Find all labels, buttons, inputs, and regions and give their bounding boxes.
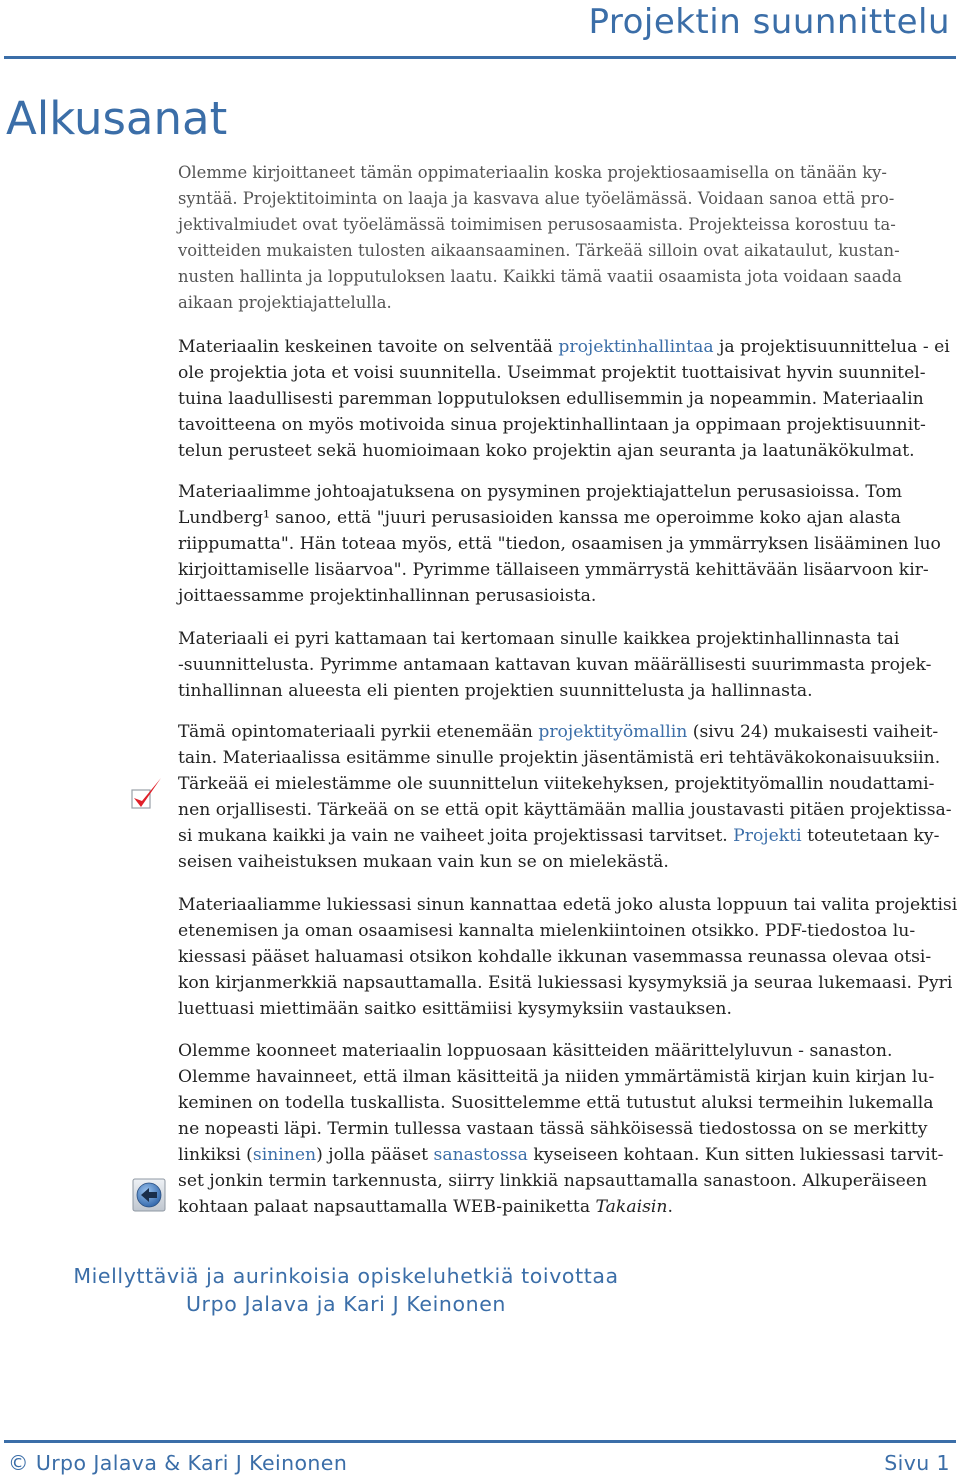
- text-line: tavoitteena on myös motivoida sinua projektinhallintaan ja oppimaan projektisuunnit-: [178, 415, 926, 435]
- link-sanastossa[interactable]: sanastossa: [433, 1145, 528, 1165]
- text-line: syntää. Projektitoiminta on laaja ja kasvava alue työelämässä. Voidaan sanoa että pro-: [178, 189, 895, 208]
- text-line: riippumatta". Hän toteaa myös, että "tiedon, osaamisen ja ymmärryksen lisääminen luo: [178, 534, 941, 554]
- text-run: kohtaan palaat napsauttamalla WEB-painiketta: [178, 1197, 596, 1217]
- text-line: tuina laadullisesti paremman lopputuloksen edullisemmin ja nopeammin. Materiaalin: [178, 389, 924, 409]
- text-run: toteutetaan ky-: [801, 826, 940, 846]
- text-line: Materiaali ei pyri kattamaan tai kertomaan sinulle kaikkea projektinhallinnasta tai: [178, 629, 900, 649]
- text-line: tain. Materiaalissa esitämme sinulle projektin jäsentämistä eri tehtäväkokonaisuuksiin.: [178, 748, 941, 768]
- closing-authors: Urpo Jalava ja Kari J Keinonen: [185, 1292, 507, 1316]
- text-line: Tärkeää ei mielestämme ole suunnittelun viitekehyksen, projektityömallin noudattami-: [178, 774, 935, 794]
- text-line: etenemisen ja oman osaamisesi kannalta mielenkiintoinen otsikko. PDF-tiedostoa lu-: [178, 921, 916, 941]
- closing-greeting: Miellyttäviä ja aurinkoisia opiskeluhetkiä toivottaa: [73, 1264, 619, 1288]
- link-sininen[interactable]: sininen: [252, 1145, 317, 1165]
- text-run: si mukana kaikki ja vain ne vaiheet joita projektissasi tarvitset.: [178, 826, 734, 846]
- text-line: [178, 823, 950, 849]
- text-line: Materiaalimme johtoajatuksena on pysyminen projektiajattelun perusasioissa. Tom: [178, 482, 903, 502]
- text-line: Lundberg¹ sanoo, että "juuri perusasioiden kanssa me operoimme koko ajan alasta: [178, 508, 901, 528]
- text-run: .: [667, 1197, 673, 1217]
- link-projektinhallintaa[interactable]: projektinhallintaa: [558, 337, 714, 357]
- text-line: aikaan projektiajattelulla.: [178, 293, 392, 312]
- text-line: Olemme havainneet, että ilman käsitteitä ja niiden ymmärtämistä kirjan kuin kirjan lu-: [178, 1067, 935, 1087]
- text-line: nusten hallinta ja lopputuloksen laatu. Kaikki tämä vaatii osaamista jota voidaan saada: [178, 267, 902, 286]
- text-line: telun perusteet sekä huomioimaan koko projektin ajan seuranta ja laatunäkökulmat.: [178, 441, 915, 461]
- text-line: [178, 1142, 950, 1168]
- text-line: ne nopeasti läpi. Termin tullessa vastaan tässä sähköisessä tiedostossa on se merkitty: [178, 1119, 928, 1139]
- text-line: [178, 1194, 950, 1220]
- text-line: voitteiden mukaisten tulosten aikaansaaminen. Tärkeää silloin ovat aikataulut, kustan-: [178, 241, 900, 260]
- footer-copyright: © Urpo Jalava & Kari J Keinonen: [8, 1451, 348, 1475]
- paragraph-1: [178, 160, 950, 316]
- link-projektityomallin[interactable]: projektityömallin: [538, 722, 688, 742]
- text-line: jektivalmiudet ovat työelämässä toimimisen perusosaamista. Projekteissa korostuu ta-: [178, 215, 896, 234]
- emphasis-takaisin: Takaisin: [595, 1197, 668, 1217]
- paragraph-5: [178, 719, 950, 875]
- text-line: Materiaaliamme lukiessasi sinun kannattaa edetä joko alusta loppuun tai valita projektisi: [178, 895, 958, 915]
- text-line: tinhallinnan alueesta eli pienten projektien suunnittelusta ja hallinnasta.: [178, 681, 813, 701]
- text-line: set jonkin termin tarkennusta, siirry linkkiä napsauttamalla sanastoon. Alkuperäiseen: [178, 1171, 928, 1191]
- paragraph-7: [178, 1038, 950, 1220]
- text-line: [178, 334, 950, 360]
- text-run: Tämä opintomateriaali pyrkii etenemään: [178, 722, 539, 742]
- footer-rule: [4, 1440, 956, 1443]
- text-line: kiessasi pääset haluamasi otsikon kohdalle ikkunan vasemmassa reunassa olevaa otsi-: [178, 947, 932, 967]
- text-line: kon kirjanmerkkiä napsauttamalla. Esitä lukiessasi kysymyksiä ja seuraa lukemaasi. Pyri: [178, 973, 953, 993]
- text-run: ja projektisuunnittelua - ei: [713, 337, 950, 357]
- text-line: ole projektia jota et voisi suunnitella. Useimmat projektit tuottaisivat hyvin suunnitel-: [178, 363, 926, 383]
- text-line: Olemme kirjoittaneet tämän oppimateriaalin koska projektiosaamisella on tänään ky-: [178, 163, 887, 182]
- text-line: nen orjallisesti. Tärkeää on se että opit käyttämään mallia joustavasti pitäen projektissa-: [178, 800, 952, 820]
- text-run: (sivu 24) mukaisesti vaiheit-: [687, 722, 939, 742]
- paragraph-6: [178, 892, 958, 1022]
- footer-page-number: Sivu 1: [884, 1451, 950, 1475]
- section-heading: Alkusanat: [6, 92, 228, 145]
- paragraph-4: [178, 626, 950, 704]
- paragraph-3: [178, 479, 950, 609]
- text-line: luettuasi miettimään saitko esittämiisi kysymyksiin vastauksen.: [178, 999, 732, 1019]
- header-rule: [4, 56, 956, 59]
- text-line: seisen vaiheistuksen mukaan vain kun se on mielekästä.: [178, 852, 669, 872]
- text-line: Olemme koonneet materiaalin loppuosaan käsitteiden määrittelyluvun - sanaston.: [178, 1041, 893, 1061]
- text-run: Materiaalin keskeinen tavoite on selventää: [178, 337, 559, 357]
- text-line: [178, 719, 950, 745]
- checkmark-icon: [130, 776, 164, 812]
- text-run: linkiksi (: [178, 1145, 253, 1165]
- paragraph-2: [178, 334, 950, 464]
- text-run: ) jolla pääset: [316, 1145, 434, 1165]
- text-line: kirjoittamiselle lisäarvoa". Pyrimme tällaiseen ymmärrystä kehittävään lisäarvoon kir-: [178, 560, 929, 580]
- text-line: -suunnittelusta. Pyrimme antamaan kattavan kuvan määrällisesti suurimmasta projek-: [178, 655, 932, 675]
- back-arrow-icon[interactable]: [132, 1178, 166, 1212]
- text-line: joittaessamme projektinhallinnan perusasioista.: [178, 586, 597, 606]
- document-header-title: Projektin suunnittelu: [588, 2, 950, 42]
- text-run: kyseiseen kohtaan. Kun sitten lukiessasi tarvit-: [527, 1145, 944, 1165]
- link-projekti[interactable]: Projekti: [733, 826, 802, 846]
- text-line: keminen on todella tuskallista. Suosittelemme että tutustut aluksi termeihin lukemalla: [178, 1093, 934, 1113]
